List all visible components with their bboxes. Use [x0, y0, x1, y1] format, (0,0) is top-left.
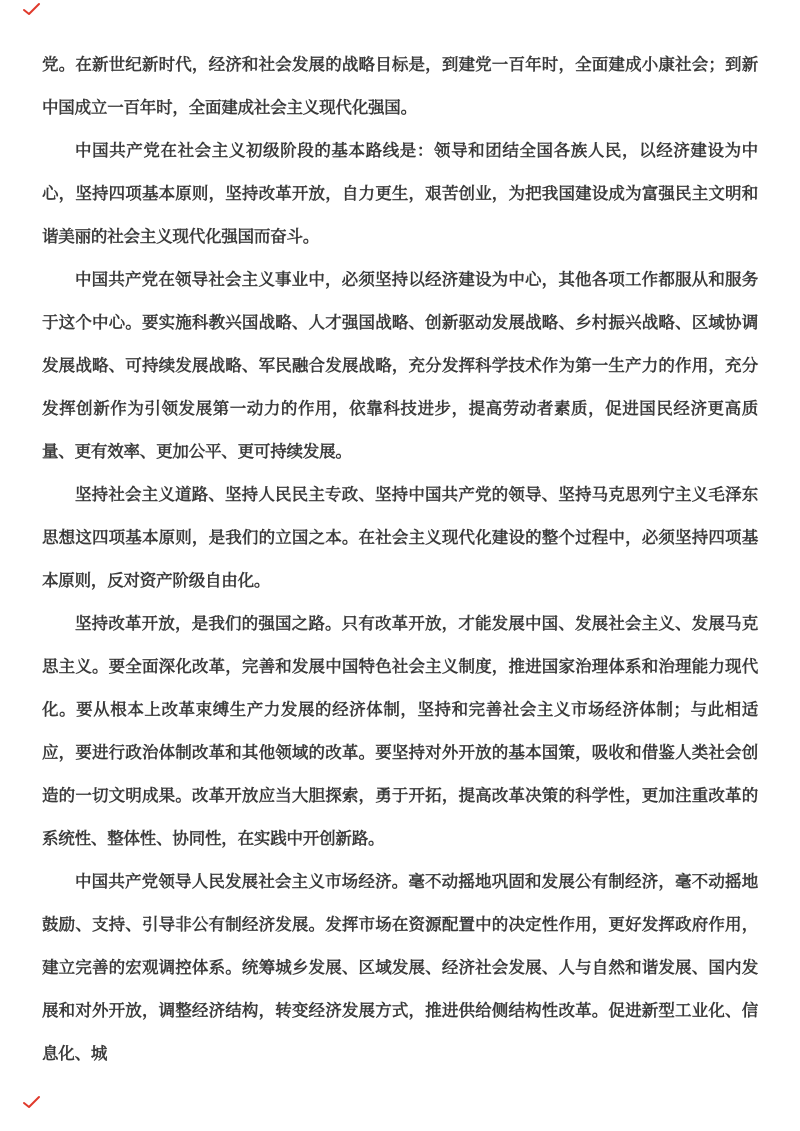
red-pen-mark-bottom-left-icon — [22, 1095, 42, 1110]
paragraph-continuation: 党。在新世纪新时代，经济和社会发展的战略目标是，到建党一百年时，全面建成小康社会；到新中国成立一百年时，全面建成社会主义现代化强国。 — [42, 56, 758, 117]
paragraph-market-economy: 中国共产党领导人民发展社会主义市场经济。毫不动摇地巩固和发展公有制经济，毫不动摇地鼓励、支持、引导非公有制经济发展。发挥市场在资源配置中的决定性作用，更好发挥政府作用，建立完善的宏观调控体系。统筹城乡发展、区域发展、经济社会发展、人与自然和谐发展、国内发展和对外开放，调整经济结构，转变经济发展方式，推进供给侧结构性改革。促进新型工业化、信息化、城 — [42, 873, 758, 1063]
paragraph-four-cardinal-principles: 坚持社会主义道路、坚持人民民主专政、坚持中国共产党的领导、坚持马克思列宁主义毛泽东思想这四项基本原则，是我们的立国之本。在社会主义现代化建设的整个过程中，必须坚持四项基本原则，反对资产阶级自由化。 — [42, 486, 758, 590]
red-pen-mark-top-left-icon — [22, 2, 42, 17]
paragraph-economic-construction: 中国共产党在领导社会主义事业中，必须坚持以经济建设为中心，其他各项工作都服从和服务于这个中心。要实施科教兴国战略、人才强国战略、创新驱动发展战略、乡村振兴战略、区域协调发展战略、可持续发展战略、军民融合发展战略，充分发挥科学技术作为第一生产力的作用，充分发挥创新作为引领发展第一动力的作用，依靠科技进步，提高劳动者素质，促进国民经济更高质量、更有效率、更加公平、更可持续发展。 — [42, 271, 758, 461]
paragraph-reform-opening: 坚持改革开放，是我们的强国之路。只有改革开放，才能发展中国、发展社会主义、发展马克思主义。要全面深化改革，完善和发展中国特色社会主义制度，推进国家治理体系和治理能力现代化。要从根本上改革束缚生产力发展的经济体制，坚持和完善社会主义市场经济体制；与此相适应，要进行政治体制改革和其他领域的改革。要坚持对外开放的基本国策，吸收和借鉴人类社会创造的一切文明成果。改革开放应当大胆探索，勇于开拓，提高改革决策的科学性，更加注重改革的系统性、整体性、协同性，在实践中开创新路。 — [42, 615, 758, 848]
red-pen-stroke — [24, 4, 39, 14]
paragraph-basic-line: 中国共产党在社会主义初级阶段的基本路线是：领导和团结全国各族人民，以经济建设为中心，坚持四项基本原则，坚持改革开放，自力更生，艰苦创业，为把我国建设成为富强民主文明和谐美丽的社会主义现代化强国而奋斗。 — [42, 142, 758, 246]
document-text-body — [42, 44, 758, 1076]
red-pen-stroke — [24, 1097, 39, 1107]
